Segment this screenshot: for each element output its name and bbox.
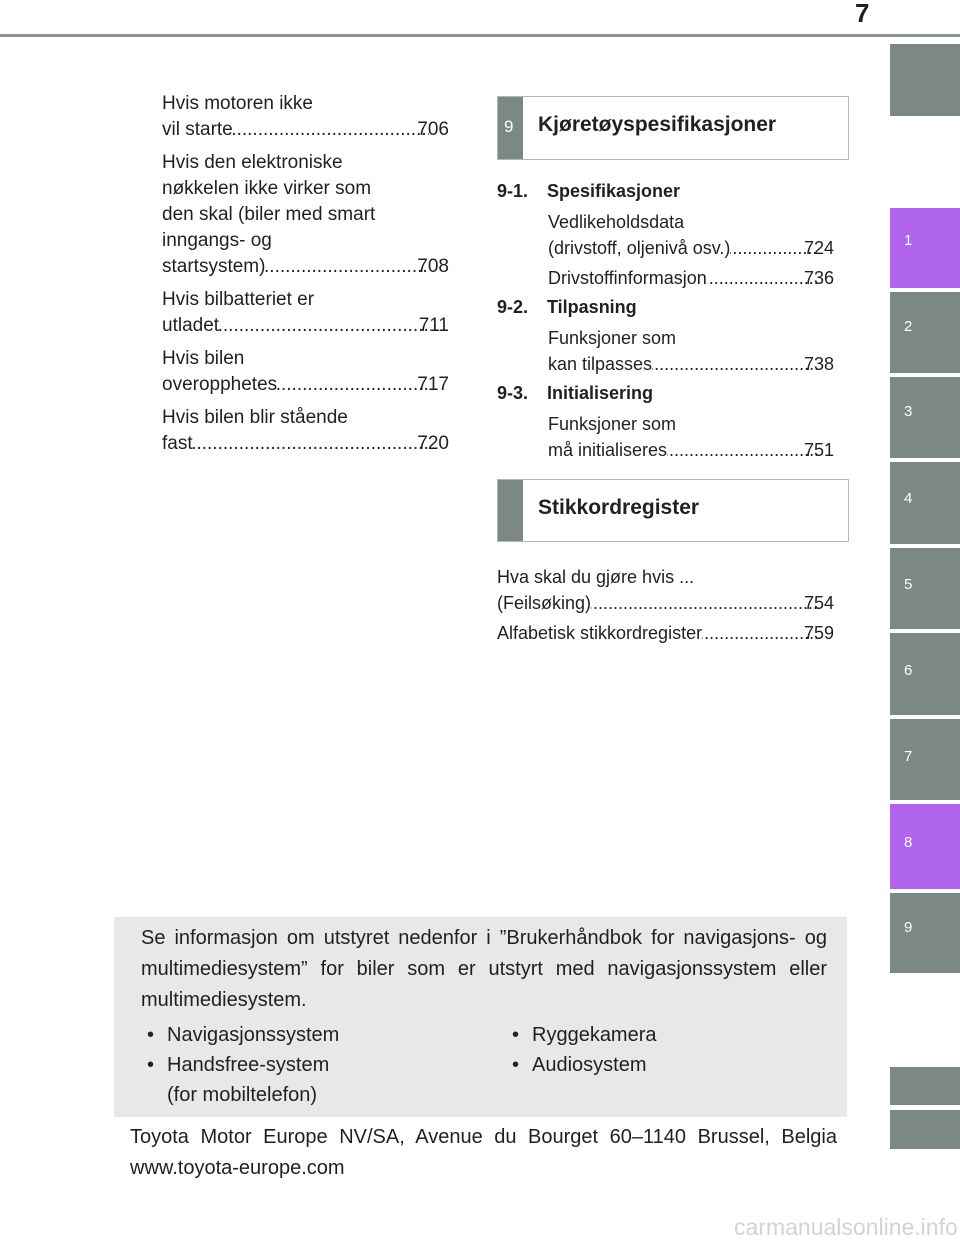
toc-entry-line: Funksjoner som	[548, 414, 677, 434]
toc-page-number: 751	[803, 440, 834, 460]
index-list	[497, 564, 834, 650]
subsection-number: 9-3.	[497, 383, 529, 403]
toc-entry[interactable]	[548, 411, 834, 463]
toc-entry-line: Hvis den elektroniske	[162, 152, 343, 173]
subsection-number: 9-2.	[497, 297, 529, 317]
toc-page-number: 706	[417, 119, 449, 140]
toc-entry-line: Hvis bilen	[162, 348, 245, 369]
toc-entry-text: fast	[162, 433, 193, 454]
toc-page-number: 754	[803, 593, 834, 613]
toc-page-number: 724	[803, 238, 834, 258]
toc-entry[interactable]	[497, 620, 834, 646]
toc-entry[interactable]	[497, 564, 834, 616]
left-toc	[162, 91, 449, 464]
toc-entry[interactable]	[162, 150, 449, 280]
subsection-items	[548, 411, 834, 467]
toc-entry-text: Drivstoffinformasjon	[548, 268, 707, 288]
toc-page-number: 736	[803, 268, 834, 288]
toc-entry-line: Hvis motoren ikke	[162, 93, 313, 114]
index-section-header[interactable]	[497, 479, 849, 542]
side-tab-blank-top	[890, 44, 960, 116]
side-tab-8[interactable]: 8	[890, 804, 960, 889]
side-tab-blank-a	[890, 1067, 960, 1105]
dot-leader	[667, 437, 817, 463]
side-tab-7[interactable]: 7	[890, 719, 960, 800]
toc-page-number: 720	[417, 433, 449, 454]
subsection-title: Spesifikasjoner	[547, 181, 681, 201]
toc-entry-line: Hva skal du gjøre hvis ...	[497, 567, 695, 587]
index-section-bar	[498, 480, 523, 541]
subsection-items	[548, 325, 834, 381]
subsection-number: 9-1.	[497, 181, 529, 201]
toc-page-number: 759	[803, 623, 834, 643]
info-bullet-handsfree: • Handsfree-system	[147, 1054, 330, 1076]
toc-entry[interactable]	[548, 265, 834, 291]
side-tab-4[interactable]: 4	[890, 462, 960, 544]
toc-entry[interactable]	[162, 287, 449, 339]
info-bullet-camera: • Ryggekamera	[512, 1024, 657, 1046]
side-tab-5[interactable]: 5	[890, 548, 960, 629]
toc-entry-text: (Feilsøking)	[497, 593, 592, 613]
side-tab-2[interactable]: 2	[890, 292, 960, 373]
page-number: 7	[855, 0, 870, 28]
toc-entry-text: startsystem)	[162, 256, 266, 277]
subsection-title: Initialisering	[547, 383, 654, 403]
toc-entry-text: (drivstoff, oljenivå osv.)	[548, 238, 731, 258]
index-section-title: Stikkordregister	[538, 496, 700, 519]
dot-leader	[591, 590, 817, 616]
dot-leader	[219, 313, 431, 339]
dot-leader	[265, 254, 429, 280]
info-box	[114, 917, 847, 1117]
toc-entry-text: må initialiseres	[548, 440, 668, 460]
toc-entry[interactable]	[548, 209, 834, 261]
toc-entry[interactable]	[162, 405, 449, 457]
footer-address: Toyota Motor Europe NV/SA, Avenue du Bourget 60–1140 Brussel, Belgia www.toyota-europe.com	[130, 1126, 837, 1179]
toc-page-number: 717	[417, 374, 449, 395]
side-tab-1[interactable]: 1	[890, 208, 960, 288]
dot-leader	[652, 351, 817, 377]
watermark: carmanualsonline.info	[734, 1214, 958, 1240]
side-tab-blank-b	[890, 1110, 960, 1149]
section-9-header[interactable]	[497, 96, 849, 160]
subsection-heading[interactable]	[497, 383, 653, 404]
side-tab-9[interactable]: 9	[890, 893, 960, 973]
toc-entry-text: vil starte	[162, 119, 233, 140]
toc-entry[interactable]	[162, 346, 449, 398]
toc-entry-line: den skal (biler med smart	[162, 204, 376, 225]
section-9-bar: 9	[498, 97, 523, 159]
toc-entry-line: inngangs- og	[162, 230, 272, 251]
toc-entry-text: overopphetes	[162, 374, 278, 395]
toc-page-number: 738	[803, 354, 834, 374]
toc-entry-text: Alfabetisk stikkordregister	[497, 623, 703, 643]
toc-entry[interactable]	[162, 91, 449, 143]
dot-leader	[193, 431, 430, 457]
toc-entry-text: kan tilpasses	[548, 354, 653, 374]
side-tab-6[interactable]: 6	[890, 633, 960, 715]
toc-entry-line: Hvis bilen blir stående	[162, 407, 348, 428]
toc-entry-line: Hvis bilbatteriet er	[162, 289, 315, 310]
dot-leader	[707, 265, 817, 291]
section-9-title: Kjøretøyspesifikasjoner	[538, 113, 777, 136]
info-bullet-audio: • Audiosystem	[512, 1054, 647, 1076]
dot-leader	[702, 620, 817, 646]
dot-leader	[233, 117, 430, 143]
side-tab-3[interactable]: 3	[890, 377, 960, 458]
subsection-heading[interactable]	[497, 181, 680, 202]
info-text: Se informasjon om utstyret nedenfor i ”Brukerhåndbok for navigasjons- og multimediesystem” for biler som er utstyrt med navigasjonssystem eller multimediesystem.	[141, 927, 827, 1011]
info-bullet-handsfree-sub: (for mobiltelefon)	[167, 1084, 318, 1106]
toc-page-number: 711	[418, 315, 449, 336]
toc-page-number: 708	[417, 256, 449, 277]
toc-entry-text: utladet	[162, 315, 220, 336]
subsection-title: Tilpasning	[547, 297, 637, 317]
subsection-heading[interactable]	[497, 297, 637, 318]
info-bullet-navigation: • Navigasjonssystem	[147, 1024, 340, 1046]
toc-entry[interactable]	[548, 325, 834, 377]
toc-entry-line: nøkkelen ikke virker som	[162, 178, 372, 199]
toc-entry-line: Funksjoner som	[548, 328, 677, 348]
subsection-items	[548, 209, 834, 295]
top-rule	[0, 34, 960, 37]
toc-entry-line: Vedlikeholdsdata	[548, 212, 685, 232]
dot-leader	[277, 372, 429, 398]
